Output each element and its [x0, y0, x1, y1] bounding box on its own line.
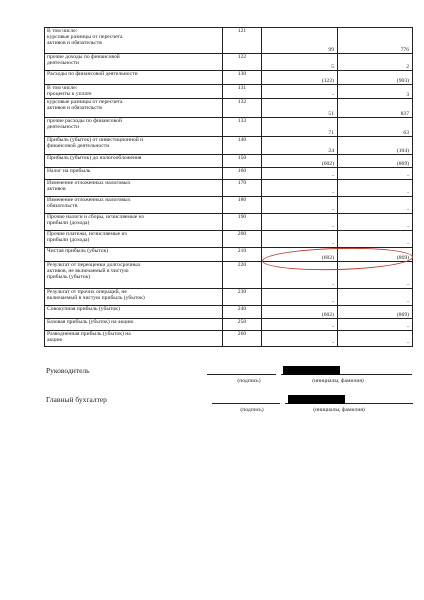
table-row [45, 155, 413, 168]
row-previous-value: - [338, 262, 413, 289]
row-label: Прибыль (убыток) до налогообложения [45, 155, 223, 168]
table-row [45, 214, 413, 231]
head-signature-label: Руководитель [46, 366, 90, 375]
row-code: 122 [223, 54, 262, 71]
table-row [45, 54, 413, 71]
row-current-value: - [262, 214, 338, 231]
table-row [45, 99, 413, 118]
row-label: Совокупная прибыль (убыток) [45, 306, 223, 319]
head-signature-caption: (подпись) [237, 378, 261, 384]
row-previous-value: 63 [338, 118, 413, 137]
head-name-caption: (инициалы, фамилия) [312, 378, 364, 384]
row-label: Прочие платежи, исчисляемые из прибыли (дохода) [45, 231, 223, 248]
row-label: Налог на прибыль [45, 168, 223, 180]
row-previous-value: (869) [338, 155, 413, 168]
row-previous-value: - [338, 168, 413, 180]
head-name-redaction [283, 366, 340, 375]
row-previous-value: - [338, 197, 413, 214]
row-previous-value: - [338, 331, 413, 347]
row-code: 121 [223, 28, 262, 54]
row-previous-value: 837 [338, 99, 413, 118]
accountant-name-redaction [288, 395, 345, 404]
table-row [45, 197, 413, 214]
row-code: 210 [223, 248, 262, 262]
row-current-value: - [262, 289, 338, 306]
row-previous-value: - [338, 231, 413, 248]
row-code: 131 [223, 85, 262, 99]
row-previous-value: (903) [338, 71, 413, 85]
row-current-value: - [262, 168, 338, 180]
row-code: 190 [223, 214, 262, 231]
table-row [45, 306, 413, 319]
row-current-value: - [262, 180, 338, 197]
row-current-value: 51 [262, 99, 338, 118]
table-body [45, 28, 413, 347]
row-label: курсовые разницы от пересчета активов и обязательств [45, 99, 223, 118]
row-current-value: - [262, 197, 338, 214]
table-row [45, 28, 413, 54]
table-row [45, 85, 413, 99]
row-previous-value: - [338, 180, 413, 197]
row-label: Изменение отложенных налоговых активов [45, 180, 223, 197]
row-label: прочие расходы по финансовой деятельности [45, 118, 223, 137]
row-label: В том числе: курсовые разницы от пересчета активов и обязательств [45, 28, 223, 54]
row-previous-value: - [338, 319, 413, 331]
row-label: Изменение отложенных налоговых обязательств [45, 197, 223, 214]
accountant-name-caption: (инициалы, фамилия) [313, 407, 365, 413]
table-row [45, 71, 413, 85]
table-row [45, 231, 413, 248]
row-code: 260 [223, 331, 262, 347]
row-label: В том числе: проценты к уплате [45, 85, 223, 99]
row-label: Базовая прибыль (убыток) на акцию [45, 319, 223, 331]
row-previous-value: 776 [338, 28, 413, 54]
table-row [45, 180, 413, 197]
table-row [45, 168, 413, 180]
row-label: прочие доходы по финансовой деятельности [45, 54, 223, 71]
table-row [45, 331, 413, 347]
row-label: Чистая прибыль (убыток) [45, 248, 223, 262]
row-current-value: 5 [262, 54, 338, 71]
accountant-signature-label: Главный бухгалтер [46, 395, 107, 404]
row-code: 160 [223, 168, 262, 180]
row-previous-value: (104) [338, 137, 413, 155]
table-row [45, 319, 413, 331]
head-signature-line [207, 374, 276, 375]
row-current-value: - [262, 231, 338, 248]
row-current-value: (122) [262, 71, 338, 85]
row-label: Прибыль (убыток) от инвестиционной и финансовой деятельности [45, 137, 223, 155]
row-previous-value: (869) [338, 306, 413, 319]
row-previous-value: 3 [338, 85, 413, 99]
row-label: Результат от переоценки долгосрочных активов, не включаемый в чистую прибыль (убыток) [45, 262, 223, 289]
row-current-value: (602) [262, 306, 338, 319]
row-code: 130 [223, 71, 262, 85]
row-label: Расходы по финансовой деятельности [45, 71, 223, 85]
row-code: 132 [223, 99, 262, 118]
row-code: 140 [223, 137, 262, 155]
row-previous-value: 2 [338, 54, 413, 71]
row-code: 230 [223, 289, 262, 306]
row-label: Результат от прочих операций, не включаемый в чистую прибыль (убыток) [45, 289, 223, 306]
table-row [45, 118, 413, 137]
row-code: 150 [223, 155, 262, 168]
row-previous-value: - [338, 214, 413, 231]
row-current-value: 99 [262, 28, 338, 54]
row-current-value: - [262, 262, 338, 289]
row-code: 133 [223, 118, 262, 137]
row-current-value: 24 [262, 137, 338, 155]
row-code: 250 [223, 319, 262, 331]
table-row [45, 137, 413, 155]
accountant-signature-caption: (подпись) [240, 407, 264, 413]
row-code: 200 [223, 231, 262, 248]
row-current-value: - [262, 331, 338, 347]
row-previous-value: (869) [338, 248, 413, 262]
accountant-signature-line [212, 403, 280, 404]
row-current-value: (602) [262, 248, 338, 262]
row-code: 220 [223, 262, 262, 289]
row-current-value: 71 [262, 118, 338, 137]
row-current-value: - [262, 85, 338, 99]
row-code: 170 [223, 180, 262, 197]
income-statement-table [44, 27, 413, 347]
row-current-value: (602) [262, 155, 338, 168]
row-label: Разводненная прибыль (убыток) на акцию [45, 331, 223, 347]
table-row [45, 289, 413, 306]
row-previous-value: - [338, 289, 413, 306]
row-current-value: - [262, 319, 338, 331]
row-code: 240 [223, 306, 262, 319]
row-label: Прочие налоги и сборы, исчисляемые из прибыли (дохода) [45, 214, 223, 231]
row-code: 180 [223, 197, 262, 214]
